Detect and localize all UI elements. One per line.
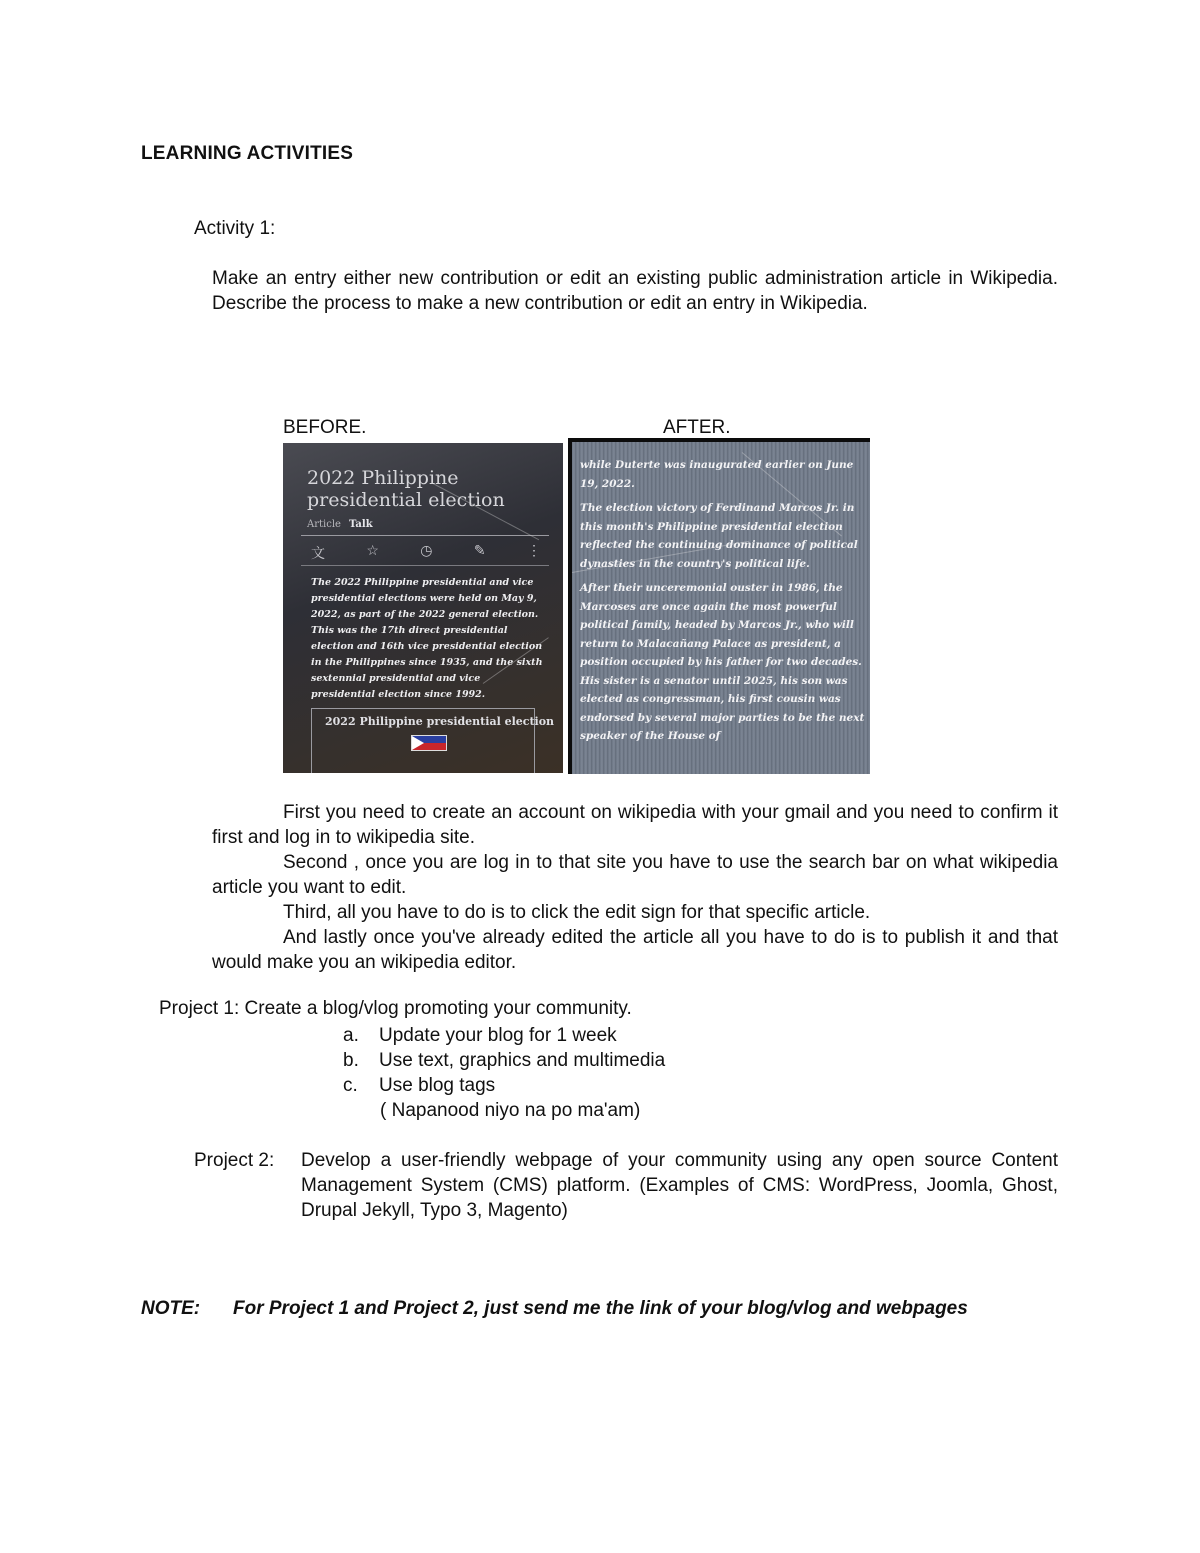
tab-talk: Talk [348, 519, 373, 530]
list-marker: a. [343, 1025, 359, 1046]
list-marker: b. [343, 1050, 359, 1071]
step-2: Second , once you are log in to that site you have to use the search bar on what wikipedia article you want to edit. [212, 852, 1058, 898]
edit-pencil-icon: ✎ [473, 543, 486, 559]
list-item-text: Use blog tags [379, 1075, 496, 1096]
note-block [141, 1296, 1058, 1321]
list-item [343, 1048, 665, 1073]
philippine-flag-icon [411, 735, 447, 751]
list-item-text: Use text, graphics and multimedia [379, 1050, 666, 1071]
after-screenshot-photo [568, 438, 870, 774]
divider [301, 565, 549, 566]
step-4: And lastly once you've already edited the article all you have to do is to publish it and that would make you an wikipedia editor. [212, 927, 1058, 973]
after-paragraph: while Duterte was inaugurated earlier on June 19, 2022. [580, 459, 854, 490]
project-2-block [194, 1148, 1058, 1223]
note-label: NOTE: [141, 1298, 201, 1319]
article-toolbar [311, 543, 541, 563]
list-item [343, 1073, 665, 1098]
before-screenshot-photo [283, 443, 563, 773]
more-icon: ⋮ [526, 543, 541, 559]
after-screen [572, 442, 870, 774]
list-item-text: Update your blog for 1 week [379, 1025, 617, 1046]
before-article-title: 2022 Philippine presidential election [307, 467, 505, 511]
star-icon: ☆ [366, 543, 379, 559]
history-icon: ◷ [420, 543, 433, 559]
project-2-label: Project 2: [194, 1150, 275, 1171]
infobox-title: 2022 Philippine presidential election [325, 715, 555, 728]
tab-article: Article [307, 519, 341, 530]
divider [301, 535, 549, 536]
after-paragraph: The election victory of Ferdinand Marcos Jr. in this month's Philippine presidential election reflected the continuing dominance of political dynasties in the country's political life. [580, 502, 858, 570]
project-1-response: ( Napanood niyo na po ma'am) [380, 1100, 641, 1121]
before-article-body: The 2022 Philippine presidential and vice presidential elections were held on May 9, 2022, as part of the 2022 general election. This was the 17th direct presidential election and 16th vice presidential election in the Philippines since 1935, and the sixth sextennial presidential and vice presidential election since 1992. [311, 577, 543, 700]
step-1: First you need to create an account on wikipedia with your gmail and you need to confirm it first and log in to wikipedia site. [212, 802, 1058, 848]
list-marker: c. [343, 1075, 358, 1096]
activity-1-label: Activity 1: [194, 218, 276, 239]
after-article-body [580, 456, 870, 752]
activity-1-instructions: Make an entry either new contribution or edit an existing public administration article in Wikipedia. Describe the process to make a new contribution or edit an entry in Wikipedia. [212, 268, 1058, 314]
process-steps [212, 800, 1058, 975]
project-1-list [343, 1023, 665, 1123]
page-heading: LEARNING ACTIVITIES [141, 143, 354, 164]
project-1-heading: Project 1: Create a blog/vlog promoting your community. [159, 998, 632, 1019]
note-text: For Project 1 and Project 2, just send me the link of your blog/vlog and webpages [233, 1298, 968, 1319]
project-2-text: Develop a user-friendly webpage of your community using any open source Content Management System (CMS) platform. (Examples of CMS: WordPress, Joomla, Ghost, Drupal Jekyll, Typo 3, Magento) [301, 1150, 1058, 1221]
after-label: AFTER. [663, 417, 731, 438]
after-paragraph: After their unceremonial ouster in 1986, the Marcoses are once again the most powerful political family, headed by Marcos Jr., who will return to Malacañang Palace as president, a position occupied by his father for two decades. His sister is a senator until 2025, his son was elected as congressman, his first cousin was endorsed by several major parties to be the next speaker of the House of [580, 582, 865, 742]
before-article-tabs [307, 519, 373, 530]
before-label: BEFORE. [283, 417, 367, 438]
list-item [343, 1023, 665, 1048]
language-icon: 文 [311, 546, 325, 562]
step-3: Third, all you have to do is to click the edit sign for that specific article. [283, 902, 871, 923]
